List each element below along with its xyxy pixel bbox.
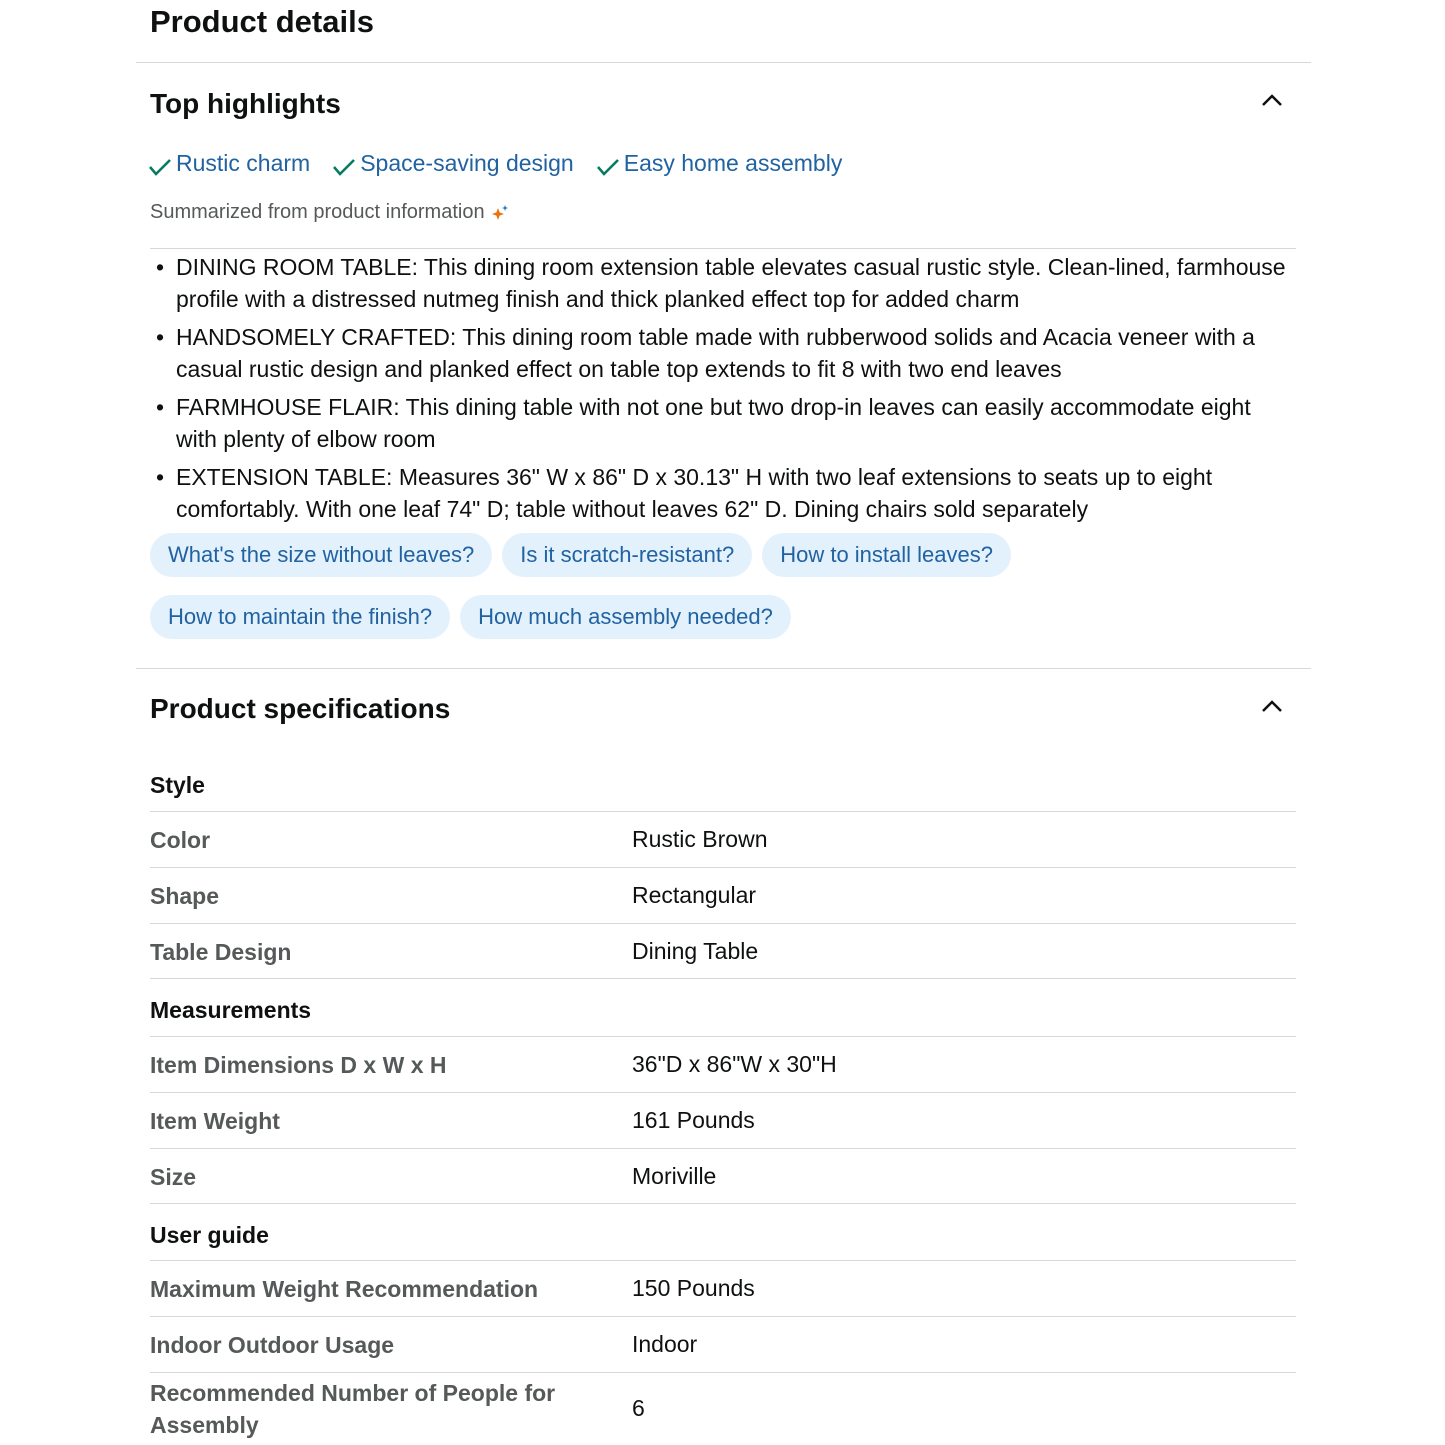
inner-divider: [150, 978, 1296, 979]
spec-label: Item Weight: [150, 1107, 280, 1134]
spec-label: Maximum Weight Recommendation: [150, 1275, 539, 1302]
spec-row: [150, 923, 1296, 979]
spec-value: 161 Pounds: [632, 1107, 755, 1133]
question-chip[interactable]: How to install leaves?: [762, 533, 1011, 577]
highlight-tag-label: Space-saving design: [360, 150, 574, 176]
spec-label: Table Design: [150, 938, 292, 965]
spec-row: [150, 1316, 1296, 1372]
spec-row: [150, 811, 1296, 867]
highlight-tag[interactable]: [332, 150, 574, 177]
spec-row: [150, 1036, 1296, 1092]
spec-value: Indoor: [632, 1331, 698, 1357]
spec-label: Recommended Number of People for Assembly: [150, 1379, 556, 1438]
spec-value: 150 Pounds: [632, 1275, 755, 1301]
spec-row: [150, 867, 1296, 923]
divider: [136, 62, 1311, 63]
spec-group-heading: Measurements: [150, 997, 312, 1023]
question-chips-row-1: [150, 533, 1296, 577]
spec-label: Indoor Outdoor Usage: [150, 1331, 395, 1358]
collapse-highlights-button[interactable]: [1258, 90, 1286, 110]
question-chips-row-2: [150, 595, 1296, 639]
sparkle-icon: [491, 204, 509, 222]
spec-label: Color: [150, 826, 211, 853]
chevron-up-icon: [1258, 90, 1286, 110]
spec-label: Item Dimensions D x W x H: [150, 1051, 447, 1078]
check-icon: [332, 153, 358, 177]
spec-row: [150, 1148, 1296, 1204]
inner-divider: [150, 248, 1296, 249]
spec-row: [150, 1260, 1296, 1316]
question-chip[interactable]: Is it scratch-resistant?: [502, 533, 752, 577]
spec-value: Rustic Brown: [632, 826, 768, 852]
spec-group-heading: User guide: [150, 1222, 269, 1248]
page-title: Product details: [150, 4, 374, 39]
question-chip[interactable]: How to maintain the finish?: [150, 595, 450, 639]
spec-value: 6: [632, 1395, 645, 1421]
summary-note: [150, 201, 509, 224]
spec-value: Moriville: [632, 1163, 717, 1189]
spec-group-heading: Style: [150, 772, 205, 798]
highlight-tags: [148, 150, 842, 177]
spec-value: Rectangular: [632, 882, 757, 908]
spec-row: [150, 1372, 1296, 1444]
highlights-title: Top highlights: [150, 88, 341, 119]
spec-label: Size: [150, 1163, 197, 1190]
bullet-item: • EXTENSION TABLE: Measures 36" W x 86" D x 30.13" H with two leaf extensions to seats up to eight comfortably. With one leaf 74" D; table without leaves 62" D. Dining chairs sold separately: [150, 462, 1296, 525]
spec-label: Shape: [150, 882, 220, 909]
collapse-specs-button[interactable]: [1258, 696, 1286, 716]
bullet-item: • FARMHOUSE FLAIR: This dining table with not one but two drop-in leaves can easily accommodate eight with plenty of elbow room: [150, 392, 1296, 455]
inner-divider: [150, 1203, 1296, 1204]
highlight-tag-label: Rustic charm: [176, 150, 311, 176]
highlight-tag-label: Easy home assembly: [623, 150, 843, 176]
check-icon: [596, 153, 622, 177]
specs-title: Product specifications: [150, 693, 451, 724]
chevron-up-icon: [1258, 696, 1286, 716]
highlight-tag[interactable]: [148, 150, 310, 177]
question-chip[interactable]: What's the size without leaves?: [150, 533, 492, 577]
highlight-bullets: [150, 252, 1296, 522]
spec-value: 36"D x 86"W x 30"H: [632, 1051, 837, 1077]
spec-row: [150, 1092, 1296, 1148]
highlight-tag[interactable]: [596, 150, 843, 177]
bullet-item: • HANDSOMELY CRAFTED: This dining room table made with rubberwood solids and Acacia veneer with a casual rustic design and planked effect on table top extends to fit 8 with two end leaves: [150, 322, 1296, 385]
summary-note-text: Summarized from product information: [150, 201, 485, 223]
bullet-item: • DINING ROOM TABLE: This dining room extension table elevates casual rustic style. Clean-lined, farmhouse profile with a distressed nutmeg finish and thick planked effect top for added charm: [150, 252, 1296, 315]
spec-value: Dining Table: [632, 938, 759, 964]
check-icon: [148, 153, 174, 177]
question-chip[interactable]: How much assembly needed?: [460, 595, 791, 639]
divider: [136, 668, 1311, 669]
